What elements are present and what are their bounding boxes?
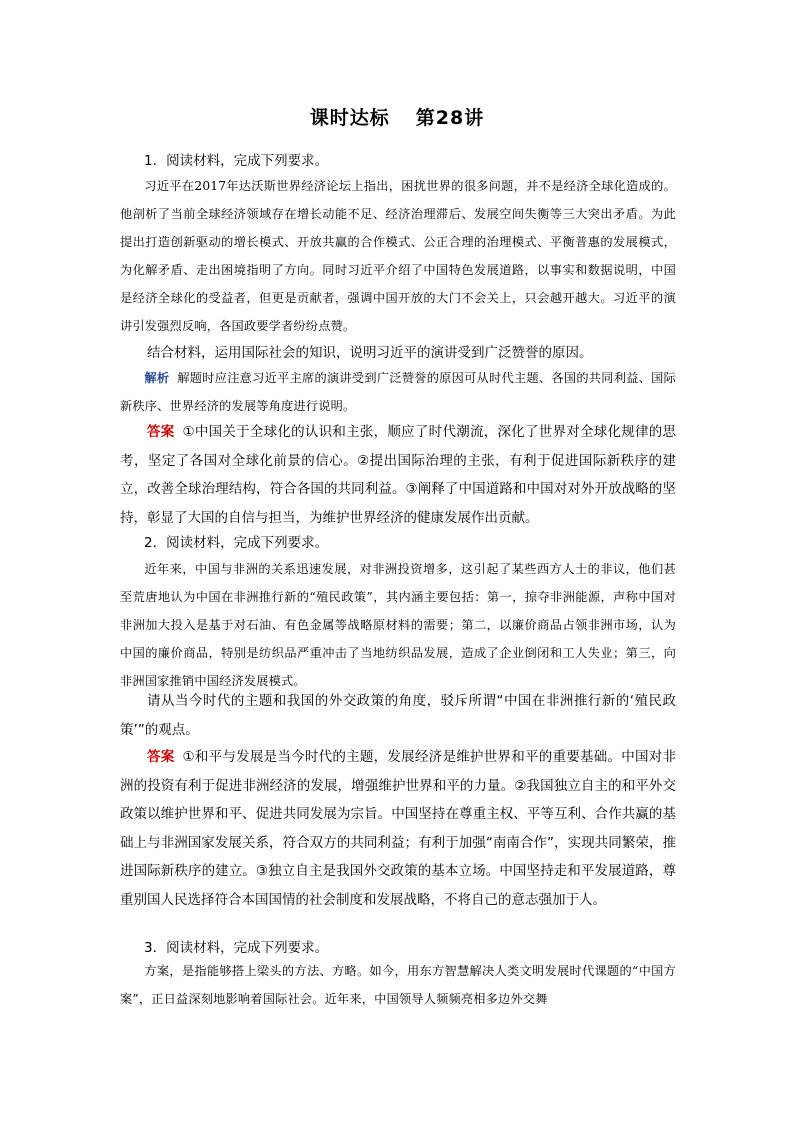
q2-material: 近年来，中国与非洲的关系迅速发展，对非洲投资增多，这引起了某些西方人士的非议，他们甚至荒唐地认为中国在非洲推行新的“殖民政策”，其内涵主要包括：第一，掠夺非洲能源，声称中国对非洲加大投入是基于对石油、有色金属等战略原材料的需要；第二，以廉价商品占领非洲市场，认为中国的廉价商品，特别是纺织品严重冲击了当地纺织品发展，造成了企业倒闭和工人失业；第三，向非洲国家推销中国经济发展模式。 [120,562,676,688]
q1-answer-text: ①中国关于全球化的认识和主张，顺应了时代潮流，深化了世界对全球化规律的思考，坚定了各国对全球化前景的信心。②提出国际治理的主张，有利于促进国际新秩序的建立，改善全球治理结构，符合各国的共同利益。③阐释了中国道路和中国对对外开放战略的坚持，彰显了大国的自信与担当，为维护世界经济的健康发展作出贡献。 [120,424,677,526]
q1-analysis-text: 解题时应注意习近平主席的演讲受到广泛赞誉的原因可从时代主题、各国的共同利益、国际新秩序、世界经济的发展等角度进行说明。 [120,371,676,413]
answer-tag: 答案 [147,424,175,440]
q1-material: 习近平在2017年达沃斯世界经济论坛上指出，困扰世界的很多问题，并不是经济全球化造成的。他剖析了当前全球经济领域存在增长动能不足、经济治理滞后、发展空间失衡等三大突出矛盾。为此提出打造创新驱动的增长模式、开放共赢的合作模式、公正合理的治理模式、平衡普惠的发展模式，为化解矛盾、走出困境指明了方向。同时习近平介绍了中国特色发展道路，以事实和数据说明，中国是经济全球化的受益者，但更是贡献者，强调中国开放的大门不会关上，只会越开越大。习近平的演讲引发强烈反响，各国政要学者纷纷点赞。 [120,179,676,333]
title-lecture-number: 第28讲 [415,107,485,129]
q3-prompt: 3．阅读材料，完成下列要求。 [144,940,329,956]
q1-analysis [120,364,676,420]
q3-material: 方案，是指能够搭上梁头的方法、方略。如今，用东方智慧解决人类文明发展时代课题的“中国方案”，正日益深刻地影响着国际社会。近年来，中国领导人频频亮相多边外交舞 [120,964,676,1006]
q2-question: 请从当今时代的主题和我国的外交政策的角度，驳斥所谓“中国在非洲推行新的‘殖民政策’”的观点。 [120,693,676,738]
q1-prompt: 1．阅读材料，完成下列要求。 [144,153,329,169]
q1-question: 结合材料，运用国际社会的知识，说明习近平的演讲受到广泛赞誉的原因。 [147,345,593,361]
analysis-tag: 解析 [144,371,170,385]
answer-tag: 答案 [147,749,175,765]
title-lesson-label: 课时达标 [309,107,390,129]
page-title [0,103,794,130]
q1-answer [120,418,676,532]
q2-answer [120,743,676,914]
q2-prompt: 2．阅读材料，完成下列要求。 [144,535,329,551]
q2-answer-text: ①和平与发展是当今时代的主题，发展经济是维护世界和平的重要基础。中国对非洲的投资有利于促进非洲经济的发展，增强维护世界和平的力量。②我国独立自主的和平外交政策以维护世界和平、促进共同发展为宗旨。中国坚持在尊重主权、平等互利、合作共赢的基础上与非洲国家发展关系，符合双方的共同利益；有利于加强“南南合作”，实现共同繁荣，推进国际新秩序的建立。③独立自主是我国外交政策的基本立场。中国坚持走和平发展道路，尊重别国人民选择符合本国国情的社会制度和发展战略，不将自己的意志强加于人。 [120,749,677,908]
